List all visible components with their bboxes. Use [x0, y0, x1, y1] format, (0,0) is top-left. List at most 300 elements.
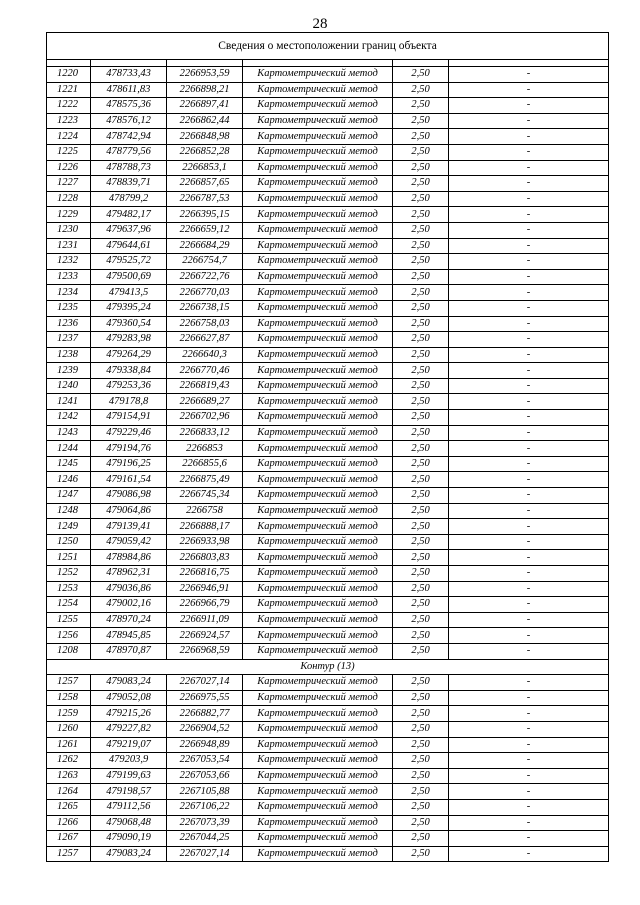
cell-point-number: 1257 — [47, 675, 91, 691]
cell-point-number: 1249 — [47, 519, 91, 535]
cell-method: Картометрический метод — [243, 628, 393, 644]
cell-description: - — [449, 378, 609, 394]
cell-precision: 2,50 — [393, 160, 449, 176]
cell-point-number: 1264 — [47, 784, 91, 800]
cell-coord-y: 2266852,28 — [167, 144, 243, 160]
cell-coord-x: 478962,31 — [91, 566, 167, 582]
cell-coord-x: 479090,19 — [91, 831, 167, 847]
cell-coord-x: 479194,76 — [91, 441, 167, 457]
table-row — [47, 222, 609, 238]
cell-description: - — [449, 238, 609, 254]
cell-point-number: 1245 — [47, 456, 91, 472]
cell-method: Картометрический метод — [243, 690, 393, 706]
table-row — [47, 378, 609, 394]
cell-point-number: 1254 — [47, 597, 91, 613]
cell-description: - — [449, 316, 609, 332]
table-row — [47, 706, 609, 722]
cell-coord-y: 2266853 — [167, 441, 243, 457]
cell-point-number: 1247 — [47, 488, 91, 504]
table-row — [47, 82, 609, 98]
cell-precision: 2,50 — [393, 285, 449, 301]
cell-point-number: 1261 — [47, 737, 91, 753]
cell-point-number: 1238 — [47, 347, 91, 363]
cell-method: Картометрический метод — [243, 176, 393, 192]
cell-description: - — [449, 285, 609, 301]
cell-description: - — [449, 300, 609, 316]
cell-description: - — [449, 550, 609, 566]
cell-method: Картометрический метод — [243, 332, 393, 348]
cell-point-number: 1231 — [47, 238, 91, 254]
cell-description: - — [449, 534, 609, 550]
cell-description: - — [449, 269, 609, 285]
cell-precision: 2,50 — [393, 347, 449, 363]
cell-method: Картометрический метод — [243, 254, 393, 270]
cell-coord-y: 2266640,3 — [167, 347, 243, 363]
cell-method: Картометрический метод — [243, 753, 393, 769]
cell-precision: 2,50 — [393, 768, 449, 784]
cell-method: Картометрический метод — [243, 768, 393, 784]
cell-point-number: 1253 — [47, 581, 91, 597]
cell-description: - — [449, 706, 609, 722]
cell-coord-x: 478970,24 — [91, 612, 167, 628]
cell-precision: 2,50 — [393, 191, 449, 207]
cell-method: Картометрический метод — [243, 566, 393, 582]
cell-coord-y: 2266684,29 — [167, 238, 243, 254]
cell-precision: 2,50 — [393, 784, 449, 800]
cell-description: - — [449, 410, 609, 426]
cell-coord-y: 2266953,59 — [167, 67, 243, 83]
cell-coord-y: 2266904,52 — [167, 721, 243, 737]
table-title-row — [47, 33, 609, 60]
cell-method: Картометрический метод — [243, 410, 393, 426]
table-row — [47, 285, 609, 301]
cell-coord-x: 479086,98 — [91, 488, 167, 504]
cell-precision: 2,50 — [393, 378, 449, 394]
cell-method: Картометрический метод — [243, 784, 393, 800]
cell-coord-y: 2266689,27 — [167, 394, 243, 410]
cell-precision: 2,50 — [393, 815, 449, 831]
cell-precision: 2,50 — [393, 238, 449, 254]
cell-point-number: 1260 — [47, 721, 91, 737]
cell-coord-x: 479637,96 — [91, 222, 167, 238]
cell-coord-y: 2266924,57 — [167, 628, 243, 644]
cell-description: - — [449, 347, 609, 363]
cell-method: Картометрический метод — [243, 425, 393, 441]
table-row — [47, 737, 609, 753]
cell-coord-y: 2266395,15 — [167, 207, 243, 223]
cell-description: - — [449, 846, 609, 862]
cell-method: Картометрический метод — [243, 113, 393, 129]
cell-point-number: 1262 — [47, 753, 91, 769]
table-row — [47, 332, 609, 348]
cell-description: - — [449, 176, 609, 192]
cell-method: Картометрический метод — [243, 285, 393, 301]
cell-method: Картометрический метод — [243, 675, 393, 691]
cell-point-number: 1234 — [47, 285, 91, 301]
cell-precision: 2,50 — [393, 628, 449, 644]
cell-method: Картометрический метод — [243, 98, 393, 114]
cell-coord-x: 479482,17 — [91, 207, 167, 223]
table-row — [47, 254, 609, 270]
cell-coord-x: 479083,24 — [91, 675, 167, 691]
cell-coord-x: 479178,8 — [91, 394, 167, 410]
cell-point-number: 1248 — [47, 503, 91, 519]
table-title: Сведения о местоположении границ объекта — [47, 33, 609, 60]
cell-precision: 2,50 — [393, 254, 449, 270]
cell-coord-y: 2266911,09 — [167, 612, 243, 628]
cell-description: - — [449, 597, 609, 613]
cell-coord-x: 479215,26 — [91, 706, 167, 722]
cell-point-number: 1227 — [47, 176, 91, 192]
cell-description: - — [449, 98, 609, 114]
table-row — [47, 316, 609, 332]
table-row — [47, 425, 609, 441]
cell-point-number: 1257 — [47, 846, 91, 862]
table-row — [47, 300, 609, 316]
table-row — [47, 831, 609, 847]
cell-point-number: 1259 — [47, 706, 91, 722]
cell-precision: 2,50 — [393, 737, 449, 753]
cell-coord-x: 478575,36 — [91, 98, 167, 114]
cell-description: - — [449, 628, 609, 644]
table-row — [47, 799, 609, 815]
table-row — [47, 456, 609, 472]
cell-coord-x: 479644,61 — [91, 238, 167, 254]
table-row — [47, 144, 609, 160]
table-row — [47, 160, 609, 176]
cell-point-number: 1255 — [47, 612, 91, 628]
cell-coord-y: 2266833,12 — [167, 425, 243, 441]
cell-precision: 2,50 — [393, 472, 449, 488]
cell-coord-y: 2266758,03 — [167, 316, 243, 332]
cell-coord-y: 2266787,53 — [167, 191, 243, 207]
cell-coord-x: 478779,56 — [91, 144, 167, 160]
cell-coord-x: 479395,24 — [91, 300, 167, 316]
cell-coord-y: 2266898,21 — [167, 82, 243, 98]
cell-coord-x: 479413,5 — [91, 285, 167, 301]
table-row — [47, 207, 609, 223]
cell-description: - — [449, 129, 609, 145]
cell-coord-y: 2267053,66 — [167, 768, 243, 784]
cell-coord-x: 479154,91 — [91, 410, 167, 426]
cell-description: - — [449, 815, 609, 831]
table-row — [47, 129, 609, 145]
spacer-row — [47, 60, 609, 67]
cell-description: - — [449, 737, 609, 753]
cell-point-number: 1229 — [47, 207, 91, 223]
table-row — [47, 643, 609, 659]
cell-coord-x: 478733,43 — [91, 67, 167, 83]
cell-method: Картометрический метод — [243, 597, 393, 613]
cell-coord-y: 2266857,65 — [167, 176, 243, 192]
cell-coord-x: 478788,73 — [91, 160, 167, 176]
cell-method: Картометрический метод — [243, 643, 393, 659]
cell-point-number: 1246 — [47, 472, 91, 488]
cell-method: Картометрический метод — [243, 721, 393, 737]
cell-coord-y: 2266933,98 — [167, 534, 243, 550]
table-row — [47, 612, 609, 628]
cell-precision: 2,50 — [393, 675, 449, 691]
cell-coord-y: 2266853,1 — [167, 160, 243, 176]
cell-point-number: 1221 — [47, 82, 91, 98]
cell-description: - — [449, 332, 609, 348]
cell-description: - — [449, 472, 609, 488]
cell-point-number: 1252 — [47, 566, 91, 582]
cell-method: Картометрический метод — [243, 581, 393, 597]
cell-method: Картометрический метод — [243, 300, 393, 316]
cell-point-number: 1208 — [47, 643, 91, 659]
cell-method: Картометрический метод — [243, 269, 393, 285]
cell-point-number: 1224 — [47, 129, 91, 145]
cell-method: Картометрический метод — [243, 519, 393, 535]
table-row — [47, 238, 609, 254]
table-row — [47, 113, 609, 129]
cell-description: - — [449, 675, 609, 691]
cell-precision: 2,50 — [393, 488, 449, 504]
cell-method: Картометрический метод — [243, 706, 393, 722]
cell-coord-y: 2266816,75 — [167, 566, 243, 582]
cell-point-number: 1263 — [47, 768, 91, 784]
cell-point-number: 1240 — [47, 378, 91, 394]
table-row — [47, 768, 609, 784]
cell-precision: 2,50 — [393, 98, 449, 114]
cell-point-number: 1233 — [47, 269, 91, 285]
cell-coord-y: 2266745,34 — [167, 488, 243, 504]
cell-method: Картометрический метод — [243, 67, 393, 83]
cell-precision: 2,50 — [393, 425, 449, 441]
cell-method: Картометрический метод — [243, 737, 393, 753]
cell-method: Картометрический метод — [243, 488, 393, 504]
cell-coord-x: 479002,16 — [91, 597, 167, 613]
cell-point-number: 1242 — [47, 410, 91, 426]
cell-precision: 2,50 — [393, 597, 449, 613]
cell-description: - — [449, 441, 609, 457]
table-row — [47, 488, 609, 504]
cell-coord-y: 2267044,25 — [167, 831, 243, 847]
cell-description: - — [449, 721, 609, 737]
cell-point-number: 1237 — [47, 332, 91, 348]
cell-coord-x: 479199,63 — [91, 768, 167, 784]
cell-point-number: 1265 — [47, 799, 91, 815]
cell-point-number: 1235 — [47, 300, 91, 316]
cell-description: - — [449, 784, 609, 800]
cell-coord-y: 2266855,6 — [167, 456, 243, 472]
cell-precision: 2,50 — [393, 222, 449, 238]
cell-precision: 2,50 — [393, 503, 449, 519]
cell-method: Картометрический метод — [243, 207, 393, 223]
cell-coord-x: 479264,29 — [91, 347, 167, 363]
cell-method: Картометрический метод — [243, 612, 393, 628]
cell-description: - — [449, 831, 609, 847]
table-row — [47, 269, 609, 285]
cell-coord-x: 479203,9 — [91, 753, 167, 769]
cell-description: - — [449, 753, 609, 769]
cell-coord-x: 479338,84 — [91, 363, 167, 379]
cell-point-number: 1244 — [47, 441, 91, 457]
cell-method: Картометрический метод — [243, 378, 393, 394]
cell-coord-y: 2266862,44 — [167, 113, 243, 129]
cell-method: Картометрический метод — [243, 316, 393, 332]
cell-precision: 2,50 — [393, 612, 449, 628]
cell-coord-x: 479198,57 — [91, 784, 167, 800]
cell-coord-x: 478839,71 — [91, 176, 167, 192]
cell-precision: 2,50 — [393, 82, 449, 98]
cell-coord-x: 478799,2 — [91, 191, 167, 207]
table-row — [47, 347, 609, 363]
cell-precision: 2,50 — [393, 67, 449, 83]
cell-coord-y: 2267027,14 — [167, 675, 243, 691]
cell-method: Картометрический метод — [243, 238, 393, 254]
table-row — [47, 628, 609, 644]
boundary-coordinates-table — [46, 32, 609, 862]
cell-coord-x: 478611,83 — [91, 82, 167, 98]
cell-coord-y: 2266888,17 — [167, 519, 243, 535]
cell-coord-x: 479227,82 — [91, 721, 167, 737]
cell-precision: 2,50 — [393, 269, 449, 285]
cell-precision: 2,50 — [393, 456, 449, 472]
cell-point-number: 1225 — [47, 144, 91, 160]
cell-coord-y: 2266803,83 — [167, 550, 243, 566]
table-row — [47, 784, 609, 800]
cell-precision: 2,50 — [393, 316, 449, 332]
cell-coord-y: 2266848,98 — [167, 129, 243, 145]
cell-coord-x: 479525,72 — [91, 254, 167, 270]
cell-point-number: 1226 — [47, 160, 91, 176]
cell-method: Картометрический метод — [243, 503, 393, 519]
cell-method: Картометрический метод — [243, 191, 393, 207]
cell-precision: 2,50 — [393, 113, 449, 129]
cell-coord-x: 479219,07 — [91, 737, 167, 753]
cell-method: Картометрический метод — [243, 534, 393, 550]
table-row — [47, 410, 609, 426]
cell-method: Картометрический метод — [243, 846, 393, 862]
cell-description: - — [449, 799, 609, 815]
cell-description: - — [449, 394, 609, 410]
cell-precision: 2,50 — [393, 207, 449, 223]
cell-precision: 2,50 — [393, 846, 449, 862]
cell-coord-y: 2266758 — [167, 503, 243, 519]
cell-precision: 2,50 — [393, 550, 449, 566]
cell-precision: 2,50 — [393, 363, 449, 379]
cell-precision: 2,50 — [393, 394, 449, 410]
cell-method: Картометрический метод — [243, 799, 393, 815]
cell-description: - — [449, 519, 609, 535]
cell-coord-y: 2266627,87 — [167, 332, 243, 348]
cell-description: - — [449, 207, 609, 223]
cell-coord-y: 2266948,89 — [167, 737, 243, 753]
cell-coord-x: 479064,86 — [91, 503, 167, 519]
cell-coord-x: 479161,54 — [91, 472, 167, 488]
table-row — [47, 815, 609, 831]
table-row — [47, 675, 609, 691]
table-row — [47, 441, 609, 457]
cell-description: - — [449, 363, 609, 379]
table-row — [47, 581, 609, 597]
cell-precision: 2,50 — [393, 144, 449, 160]
table-row — [47, 472, 609, 488]
cell-point-number: 1230 — [47, 222, 91, 238]
cell-coord-x: 478576,12 — [91, 113, 167, 129]
cell-description: - — [449, 456, 609, 472]
cell-coord-y: 2266882,77 — [167, 706, 243, 722]
cell-point-number: 1239 — [47, 363, 91, 379]
cell-coord-x: 479196,25 — [91, 456, 167, 472]
cell-coord-x: 479059,42 — [91, 534, 167, 550]
cell-method: Картометрический метод — [243, 82, 393, 98]
cell-description: - — [449, 612, 609, 628]
table-row — [47, 846, 609, 862]
cell-method: Картометрический метод — [243, 129, 393, 145]
cell-point-number: 1228 — [47, 191, 91, 207]
table-row — [47, 550, 609, 566]
cell-precision: 2,50 — [393, 690, 449, 706]
cell-description: - — [449, 254, 609, 270]
cell-description: - — [449, 566, 609, 582]
cell-description: - — [449, 191, 609, 207]
cell-coord-x: 479283,98 — [91, 332, 167, 348]
cell-point-number: 1236 — [47, 316, 91, 332]
cell-coord-y: 2266946,91 — [167, 581, 243, 597]
cell-point-number: 1223 — [47, 113, 91, 129]
cell-coord-y: 2266897,41 — [167, 98, 243, 114]
contour-row — [47, 659, 609, 675]
cell-method: Картометрический метод — [243, 363, 393, 379]
table-row — [47, 566, 609, 582]
table-row — [47, 363, 609, 379]
cell-coord-y: 2266770,03 — [167, 285, 243, 301]
cell-coord-x: 478945,85 — [91, 628, 167, 644]
cell-method: Картометрический метод — [243, 815, 393, 831]
cell-description: - — [449, 581, 609, 597]
cell-point-number: 1232 — [47, 254, 91, 270]
page-number: 28 — [312, 16, 328, 32]
cell-method: Картометрический метод — [243, 472, 393, 488]
cell-point-number: 1267 — [47, 831, 91, 847]
cell-coord-x: 478970,87 — [91, 643, 167, 659]
cell-description: - — [449, 643, 609, 659]
table-row — [47, 503, 609, 519]
table-row — [47, 690, 609, 706]
cell-method: Картометрический метод — [243, 160, 393, 176]
cell-coord-y: 2266702,96 — [167, 410, 243, 426]
cell-point-number: 1220 — [47, 67, 91, 83]
cell-description: - — [449, 503, 609, 519]
cell-precision: 2,50 — [393, 753, 449, 769]
cell-precision: 2,50 — [393, 643, 449, 659]
table-row — [47, 597, 609, 613]
cell-description: - — [449, 113, 609, 129]
table-row — [47, 176, 609, 192]
cell-coord-y: 2266819,43 — [167, 378, 243, 394]
cell-coord-y: 2266968,59 — [167, 643, 243, 659]
cell-point-number: 1222 — [47, 98, 91, 114]
cell-precision: 2,50 — [393, 799, 449, 815]
cell-method: Картометрический метод — [243, 347, 393, 363]
cell-coord-y: 2267053,54 — [167, 753, 243, 769]
cell-coord-y: 2266659,12 — [167, 222, 243, 238]
cell-coord-x: 479052,08 — [91, 690, 167, 706]
cell-coord-x: 478984,86 — [91, 550, 167, 566]
cell-method: Картометрический метод — [243, 831, 393, 847]
cell-point-number: 1250 — [47, 534, 91, 550]
contour-label: Контур (13) — [47, 659, 609, 675]
cell-method: Картометрический метод — [243, 222, 393, 238]
cell-method: Картометрический метод — [243, 144, 393, 160]
cell-method: Картометрический метод — [243, 394, 393, 410]
cell-coord-y: 2267105,88 — [167, 784, 243, 800]
cell-precision: 2,50 — [393, 581, 449, 597]
cell-precision: 2,50 — [393, 519, 449, 535]
